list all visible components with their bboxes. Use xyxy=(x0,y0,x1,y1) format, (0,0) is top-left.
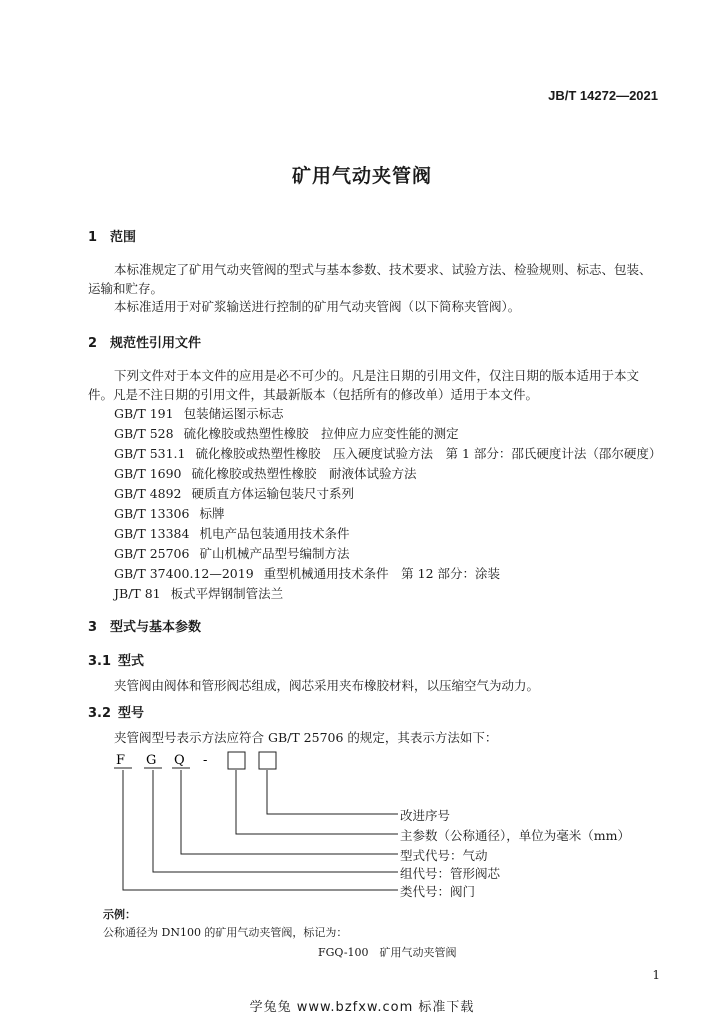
example-text: 公称通径为 DN100 的矿用气动夹管阀，标记为： xyxy=(103,926,348,939)
reference-title: 重型机械通用技术条件 第 12 部分：涂装 xyxy=(263,566,501,581)
reference-code: GB/T 1690 xyxy=(114,466,182,481)
reference-code: GB/T 528 xyxy=(114,426,174,441)
letter-f: F xyxy=(116,753,126,768)
section-3-1-heading xyxy=(88,650,144,669)
box-main-parameter xyxy=(228,752,245,769)
section-title: 规范性引用文件 xyxy=(110,336,202,351)
example-marking: FGQ-100 矿用气动夹管阀 xyxy=(318,946,457,959)
reference-item xyxy=(114,464,417,482)
section-number: 1 xyxy=(88,230,98,245)
page-number: 1 xyxy=(652,968,660,982)
section-3-heading xyxy=(88,616,201,635)
leader-line-improvement xyxy=(267,770,398,814)
reference-title: 板式平焊钢制管法兰 xyxy=(170,586,284,601)
section-1-heading xyxy=(88,226,136,245)
letter-q: Q xyxy=(174,753,185,768)
reference-code: GB/T 191 xyxy=(114,406,174,421)
example-label: 示例： xyxy=(103,908,136,921)
diagram-label-type-code: 型式代号：气动 xyxy=(400,848,488,863)
reference-code: GB/T 13306 xyxy=(114,506,190,521)
leader-line-main-parameter xyxy=(236,770,398,834)
reference-title: 硫化橡胶或热塑性橡胶 压入硬度试验方法 第 1 部分：邵氏硬度计法（邵尔硬度） xyxy=(195,446,662,461)
reference-code: GB/T 37400.12—2019 xyxy=(114,566,254,581)
diagram-label-group-code: 组代号：管形阀芯 xyxy=(400,866,501,881)
section-3-2-text: 夹管阀型号表示方法应符合 GB/T 25706 的规定，其表示方法如下： xyxy=(114,730,498,745)
model-designation-diagram xyxy=(0,740,724,910)
reference-code: GB/T 531.1 xyxy=(114,446,186,461)
reference-title: 硫化橡胶或热塑性橡胶 拉伸应力应变性能的测定 xyxy=(183,426,459,441)
reference-item xyxy=(114,524,349,542)
reference-item xyxy=(114,544,349,562)
section-number: 2 xyxy=(88,336,98,351)
section-number: 3.2 xyxy=(88,706,112,721)
section-number: 3 xyxy=(88,620,98,635)
footer-watermark: 学兔兔 www.bzfxw.com 标准下载 xyxy=(249,1000,475,1015)
letter-g: G xyxy=(146,753,157,768)
document-title: 矿用气动夹管阀 xyxy=(291,165,432,187)
section-title: 范围 xyxy=(110,230,137,245)
section-number: 3.1 xyxy=(88,654,112,669)
reference-item xyxy=(114,444,661,462)
section-3-1-text: 夹管阀由阀体和管形阀芯组成，阀芯采用夹布橡胶材料，以压缩空气为动力。 xyxy=(114,678,540,693)
reference-title: 机电产品包装通用技术条件 xyxy=(199,526,350,541)
section-title: 型式与基本参数 xyxy=(110,620,202,635)
reference-code: GB/T 25706 xyxy=(114,546,190,561)
reference-item xyxy=(114,504,224,522)
reference-code: GB/T 4892 xyxy=(114,486,182,501)
reference-code: GB/T 13384 xyxy=(114,526,190,541)
reference-title: 硬质直方体运输包装尺寸系列 xyxy=(191,486,355,501)
reference-item xyxy=(114,584,283,602)
reference-item xyxy=(114,484,354,502)
diagram-label-main-parameter: 主参数（公称通径），单位为毫米（mm） xyxy=(400,828,630,843)
diagram-label-improvement: 改进序号 xyxy=(400,808,451,823)
section-2-intro: 下列文件对于本文件的应用是必不可少的。凡是注日期的引用文件，仅注日期的版本适用于本文件。凡是不注日期的引用文件，其最新版本（包括所有的修改单）适用于本文件。 xyxy=(88,368,640,402)
section-1-paragraph-2: 本标准适用于对矿浆输送进行控制的矿用气动夹管阀（以下简称夹管阀）。 xyxy=(114,299,521,314)
box-improvement-number xyxy=(259,752,276,769)
section-1-paragraph-1: 本标准规定了矿用气动夹管阀的型式与基本参数、技术要求、试验方法、检验规则、标志、包装、运输和贮存。 xyxy=(88,262,652,296)
section-3-2-heading xyxy=(88,702,144,721)
reference-item xyxy=(114,564,500,582)
leader-line-type-code xyxy=(181,770,398,854)
reference-title: 硫化橡胶或热塑性橡胶 耐液体试验方法 xyxy=(191,466,417,481)
reference-title: 标牌 xyxy=(199,506,225,521)
designation-dash: - xyxy=(203,753,208,768)
standard-number: JB/T 14272—2021 xyxy=(548,88,658,103)
section-2-heading xyxy=(88,332,201,351)
reference-code: JB/T 81 xyxy=(114,586,161,601)
reference-item xyxy=(114,424,459,442)
reference-title: 包装储运图示标志 xyxy=(183,406,284,421)
section-title: 型号 xyxy=(118,706,145,721)
diagram-label-class-code: 类代号：阀门 xyxy=(400,884,476,899)
section-title: 型式 xyxy=(118,654,145,669)
reference-title: 矿山机械产品型号编制方法 xyxy=(199,546,350,561)
leader-line-group-code xyxy=(153,770,398,872)
reference-item xyxy=(114,404,284,422)
